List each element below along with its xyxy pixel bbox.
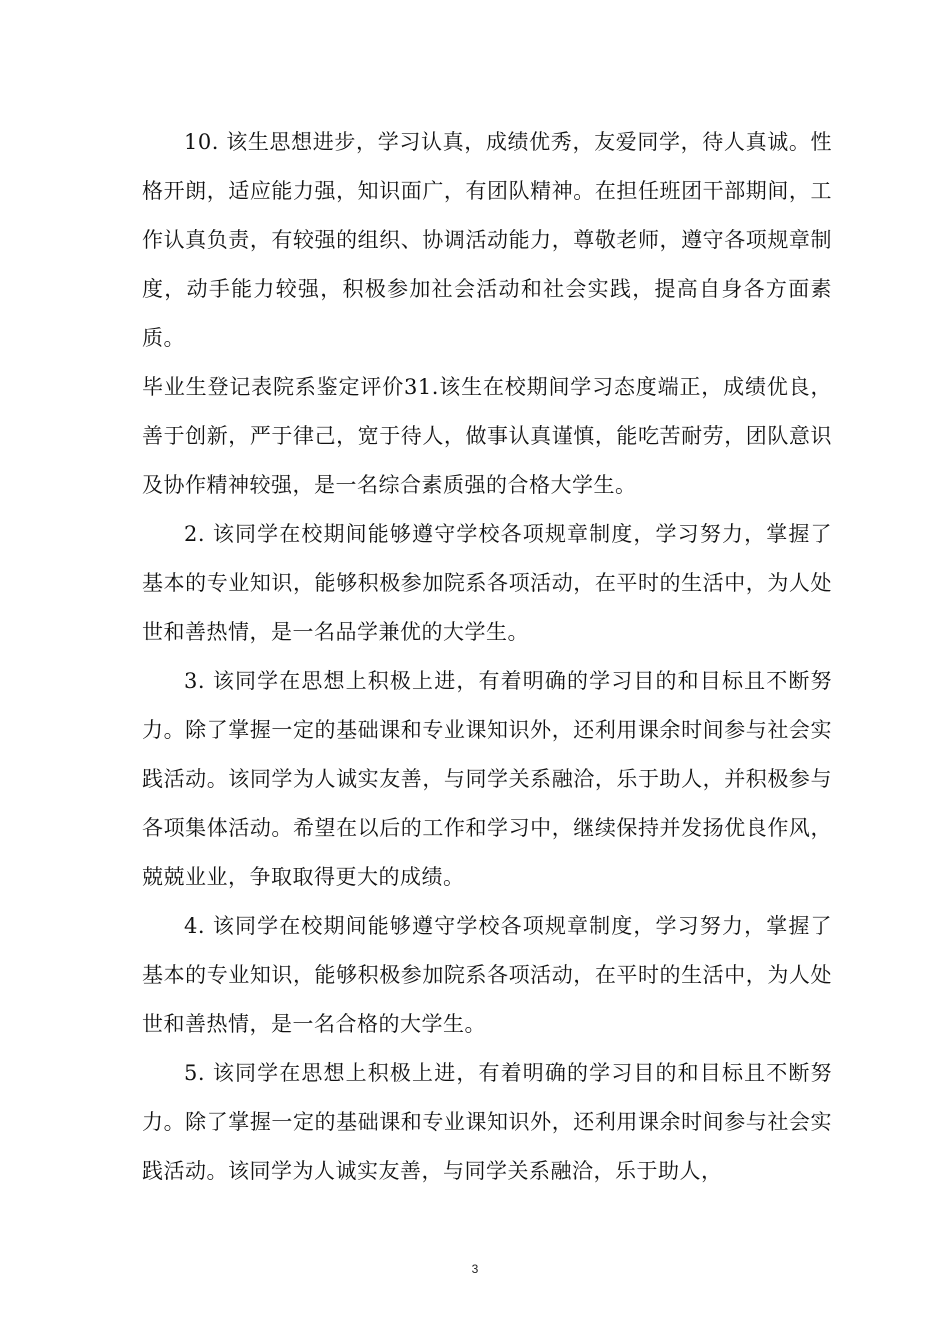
paragraph-3: 3. 该同学在思想上积极上进，有着明确的学习目的和目标且不断努力。除了掌握一定的基础课和专业课知识外，还利用课余时间参与社会实践活动。该同学为人诚实友善，与同学关系融洽，乐于助人，并积极参与各项集体活动。希望在以后的工作和学习中，继续保持并发扬优良作风，兢兢业业，争取取得更大的成绩。 [142,669,832,889]
paragraph-4: 4. 该同学在校期间能够遵守学校各项规章制度，学习努力，掌握了基本的专业知识，能够积极参加院系各项活动，在平时的生活中，为人处世和善热情，是一名合格的大学生。 [142,914,832,1036]
paragraph-5: 5. 该同学在思想上积极上进，有着明确的学习目的和目标且不断努力。除了掌握一定的基础课和专业课知识外，还利用课余时间参与社会实践活动。该同学为人诚实友善，与同学关系融洽，乐于助人， [142,1061,832,1183]
page-number: 3 [471,1262,479,1276]
paragraph-2: 2. 该同学在校期间能够遵守学校各项规章制度，学习努力，掌握了基本的专业知识，能够积极参加院系各项活动，在平时的生活中，为人处世和善热情，是一名品学兼优的大学生。 [142,522,832,644]
paragraph-10: 10. 该生思想进步，学习认真，成绩优秀，友爱同学，待人真诚。性格开朗，适应能力强，知识面广，有团队精神。在担任班团干部期间，工作认真负责，有较强的组织、协调活动能力，尊敬老师，遵守各项规章制度，动手能力较强，积极参加社会活动和社会实践，提高自身各方面素质。 [142,130,832,350]
document-body [142,118,832,1196]
paragraph-registration-evaluation: 毕业生登记表院系鉴定评价31.该生在校期间学习态度端正，成绩优良，善于创新，严于律己，宽于待人，做事认真谨慎，能吃苦耐劳，团队意识及协作精神较强，是一名综合素质强的合格大学生。 [142,375,832,497]
